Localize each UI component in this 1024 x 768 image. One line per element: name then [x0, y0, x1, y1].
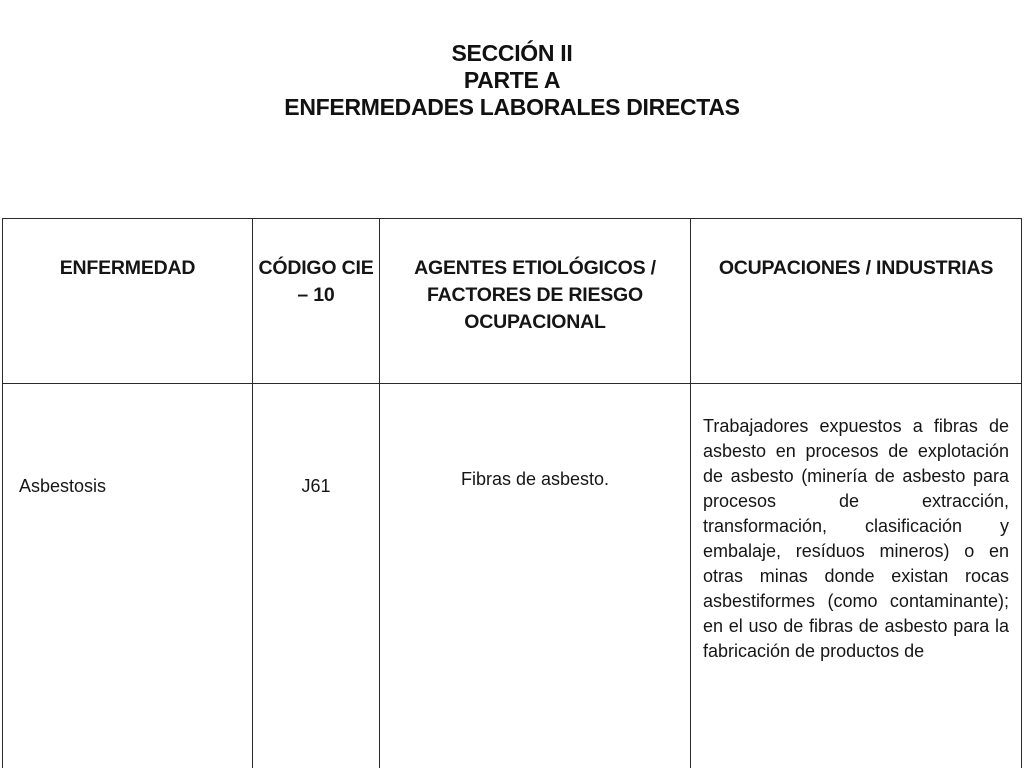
- column-header-code: CÓDIGO CIE – 10: [253, 219, 380, 384]
- cell-code: J61: [253, 384, 380, 768]
- table-row: [3, 384, 1022, 768]
- section-title: SECCIÓN II: [451, 40, 573, 66]
- cell-occupations: Trabajadores expuestos a fibras de asbesto en procesos de explotación de asbesto (minería de asbesto para procesos de extracción, transformación, clasificación y embalaje, resíduos mineros) o en otras minas donde existan rocas asbestiformes (como contaminante); en el uso de fibras de asbesto para la fabricación de productos de: [691, 384, 1022, 768]
- page-header: [0, 40, 1024, 121]
- table-header-row: [3, 219, 1022, 384]
- cell-disease: Asbestosis: [3, 384, 253, 768]
- cell-agents: Fibras de asbesto.: [380, 384, 691, 768]
- document-title: ENFERMEDADES LABORALES DIRECTAS: [284, 94, 740, 120]
- column-header-occupations: OCUPACIONES / INDUSTRIAS: [691, 219, 1022, 384]
- disease-table: [2, 218, 1022, 768]
- part-title: PARTE A: [463, 67, 561, 93]
- column-header-disease: ENFERMEDAD: [3, 219, 253, 384]
- column-header-agents: AGENTES ETIOLÓGICOS / FACTORES DE RIESGO OCUPACIONAL: [380, 219, 691, 384]
